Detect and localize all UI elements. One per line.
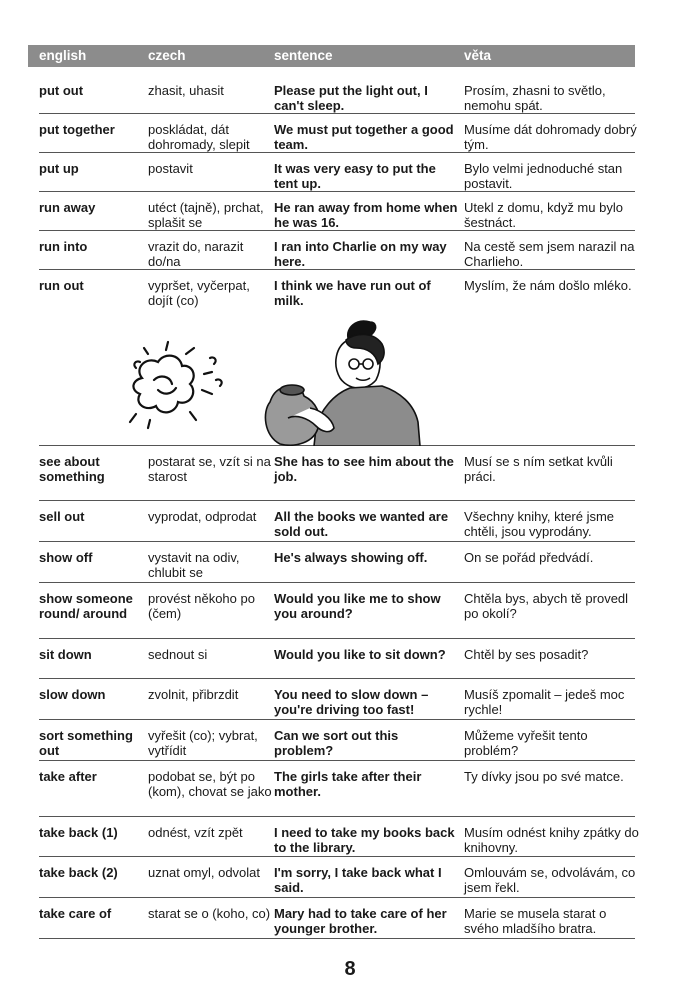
example-sentence: I think we have run out of milk. — [274, 278, 431, 308]
english-phrase: sort something out — [39, 728, 133, 758]
czech-sentence: Bylo velmi jednoduché stan postavit. — [464, 161, 623, 191]
czech-sentence: Chtěl by ses posadit? — [464, 647, 589, 662]
table-row — [39, 683, 635, 720]
table-row — [39, 587, 635, 639]
table-row — [39, 118, 635, 153]
example-sentence: Please put the light out, I can't sleep. — [274, 83, 428, 113]
table-row — [39, 643, 635, 679]
english-phrase: put together — [39, 122, 115, 137]
example-sentence: It was very easy to put the tent up. — [274, 161, 436, 191]
english-phrase: take care of — [39, 906, 112, 921]
example-sentence: He ran away from home when he was 16. — [274, 200, 458, 230]
czech-meaning: zhasit, uhasit — [148, 83, 224, 98]
czech-meaning: podobat se, být po (kom), chovat se jako — [148, 769, 272, 799]
english-phrase: sit down — [39, 647, 92, 662]
czech-meaning: postavit — [148, 161, 193, 176]
czech-sentence: Utekl z domu, když mu bylo šestnáct. — [464, 200, 623, 230]
english-phrase: run into — [39, 239, 88, 254]
czech-sentence: Musíme dát dohromady dobrý tým. — [464, 122, 637, 152]
czech-sentence: Všechny knihy, které jsme chtěli, jsou vyprodány. — [464, 509, 615, 539]
example-sentence: He's always showing off. — [274, 550, 428, 565]
header-english: english — [39, 48, 87, 63]
table-row — [39, 235, 635, 270]
czech-meaning: provést někoho po (čem) — [148, 591, 255, 621]
czech-sentence: Chtěla bys, abych tě provedl po okolí? — [464, 591, 629, 621]
czech-sentence: Prosím, zhasni to světlo, nemohu spát. — [464, 83, 606, 113]
czech-meaning: vyřešit (co); vybrat, vytřídit — [148, 728, 258, 758]
table-row — [39, 861, 635, 898]
czech-meaning: zvolnit, přibrzdit — [148, 687, 239, 702]
czech-meaning: poskládat, dát dohromady, slepit — [148, 122, 250, 152]
czech-sentence: Musí se s ním setkat kvůli práci. — [464, 454, 613, 484]
czech-meaning: starat se o (koho, co) — [148, 906, 271, 921]
english-phrase: take back (2) — [39, 865, 118, 880]
splash-icon — [130, 342, 222, 428]
example-sentence: All the books we wanted are sold out. — [274, 509, 449, 539]
english-phrase: see about something — [39, 454, 105, 484]
example-sentence: The girls take after their mother. — [274, 769, 422, 799]
czech-meaning: vypršet, vyčerpat, dojít (co) — [148, 278, 250, 308]
page-number: 8 — [344, 958, 356, 980]
czech-sentence: Musím odnést knihy zpátky do knihovny. — [464, 825, 639, 855]
table-row — [39, 724, 635, 761]
english-phrase: put up — [39, 161, 79, 176]
czech-meaning: vyprodat, odprodat — [148, 509, 257, 524]
english-phrase: sell out — [39, 509, 85, 524]
header-czech: czech — [148, 48, 186, 63]
example-sentence: You need to slow down – you're driving too fast! — [274, 687, 429, 717]
czech-sentence: On se pořád předvádí. — [464, 550, 594, 565]
table-row — [39, 450, 635, 501]
example-sentence: I ran into Charlie on my way here. — [274, 239, 447, 269]
example-sentence: Would you like to sit down? — [274, 647, 446, 662]
example-sentence: I'm sorry, I take back what I said. — [274, 865, 442, 895]
table-row — [39, 157, 635, 192]
czech-sentence: Myslím, že nám došlo mléko. — [464, 278, 632, 293]
table-row — [39, 505, 635, 542]
czech-sentence: Musíš zpomalit – jedeš moc rychle! — [464, 687, 625, 717]
czech-meaning: uznat omyl, odvolat — [148, 865, 261, 880]
example-sentence: Can we sort out this problem? — [274, 728, 399, 758]
table-row — [39, 821, 639, 857]
czech-meaning: sednout si — [148, 647, 208, 662]
header-veta: věta — [464, 48, 492, 63]
czech-sentence: Na cestě sem jsem narazil na Charlieho. — [464, 239, 635, 269]
english-phrase: slow down — [39, 687, 106, 702]
table-row — [39, 79, 635, 114]
english-phrase: take back (1) — [39, 825, 118, 840]
czech-meaning: odnést, vzít zpět — [148, 825, 243, 840]
english-phrase: put out — [39, 83, 84, 98]
table-row — [39, 765, 635, 817]
english-phrase: run away — [39, 200, 96, 215]
empty-milk-jug-illustration — [120, 318, 430, 446]
english-phrase: show off — [39, 550, 93, 565]
czech-meaning: utéct (tajně), prchat, splašit se — [148, 200, 264, 230]
table-row — [39, 902, 635, 939]
czech-meaning: vrazit do, narazit do/na — [148, 239, 244, 269]
czech-sentence: Marie se musela starat o svého mladšího bratra. — [464, 906, 607, 936]
table-row — [39, 196, 635, 231]
english-phrase: run out — [39, 278, 84, 293]
woman-icon — [265, 321, 420, 446]
czech-meaning: postarat se, vzít si na starost — [148, 454, 271, 484]
czech-sentence: Ty dívky jsou po své matce. — [464, 769, 624, 784]
example-sentence: Would you like me to show you around? — [274, 591, 441, 621]
czech-meaning: vystavit na odiv, chlubit se — [148, 550, 240, 580]
example-sentence: Mary had to take care of her younger brother. — [274, 906, 447, 936]
example-sentence: I need to take my books back to the library. — [274, 825, 455, 855]
english-phrase: take after — [39, 769, 97, 784]
czech-sentence: Můžeme vyřešit tento problém? — [464, 728, 588, 758]
table-header — [28, 45, 635, 67]
example-sentence: We must put together a good team. — [274, 122, 454, 152]
english-phrase: show someone round/ around — [39, 591, 133, 621]
czech-sentence: Omlouvám se, odvolávám, co jsem řekl. — [464, 865, 636, 895]
table-row — [39, 546, 635, 583]
header-sentence: sentence — [274, 48, 333, 63]
example-sentence: She has to see him about the job. — [274, 454, 454, 484]
